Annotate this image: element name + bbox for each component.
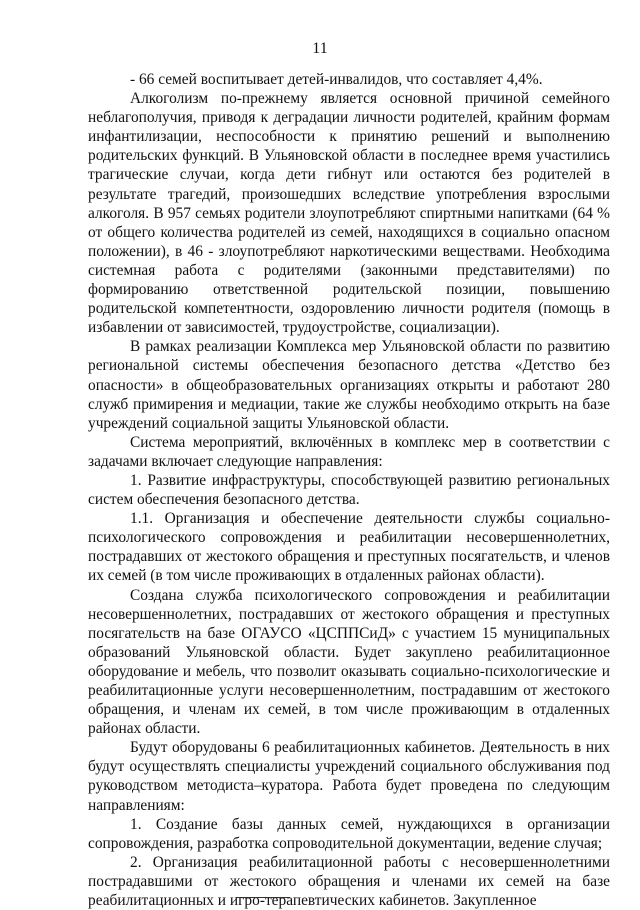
paragraph: Алкоголизм по-прежнему является основной причиной семейного неблагополучия, приводя к деградации личности родителей, крайним формам инфантилизации, неспособности к принятию решений и выполнению родительских функций. В Ульяновской области в последнее время участились трагические случаи, когда дети гибнут или остаются без родителей в результате трагедий, произошедших вследствие употребления взрослыми алкоголя. В 957 семьях родители злоупотребляют спиртными напитками (64 % от общего количества родителей из семей, находящихся в социально опасном положении), в 46 - злоупотребляют наркотическими веществами. Необходима системная работа с родителями (законными представителями) по формированию ответственной родительской позиции, повышению родительской компетентности, оздоровлению личности родителя (помощь в избавлении от зависимостей, трудоустройстве, социализации). xyxy=(88,90,610,337)
paragraph: 1.1. Организация и обеспечение деятельности службы социально-психологического сопровождения и реабилитации несовершеннолетних, пострадавших от жестокого обращения и преступных посягательств, и членов их семей (в том числе проживающих в отдаленных районах области). xyxy=(88,510,610,585)
paragraph: 1. Создание базы данных семей, нуждающихся в организации сопровождения, разработка сопроводительной документации, ведение случая; xyxy=(88,815,610,852)
paragraph: Создана служба психологического сопровождения и реабилитации несовершеннолетних, пострадавших от жестокого обращения и преступных посягательств на базе ОГАУСО «ЦСППСиД» с участием 15 муниципальных образований Ульяновской области. Будет закуплено реабилитационное оборудование и мебель, что позволит оказывать социально-психологические и реабилитационные услуги несовершеннолетним, пострадавшим от жестокого обращения, и членам их семей, в том числе проживающим в отдаленных районах области. xyxy=(88,586,610,738)
paragraph: Система мероприятий, включённых в комплекс мер в соответствии с задачами включает следующие направления: xyxy=(88,433,610,470)
paragraph: 2. Организация реабилитационной работы с несовершеннолетними пострадавшими от жестокого обращения и членами их семей на базе реабилитационных и игро-терапевтических кабинетов. Закупленное xyxy=(88,853,610,910)
paragraph: В рамках реализации Комплекса мер Ульяновской области по развитию региональной системы обеспечения безопасного детства «Детство без опасности» в общеобразовательных организациях открыты и работают 280 служб примирения и медиации, такие же службы необходимо открыть на базе учреждений социальной защиты Ульяновской области. xyxy=(88,338,610,432)
body-text xyxy=(88,70,610,910)
page-number: 11 xyxy=(312,40,328,57)
footer-divider xyxy=(236,897,290,898)
paragraph: - 66 семей воспитывает детей-инвалидов, что составляет 4,4%. xyxy=(130,71,543,88)
paragraph: Будут оборудованы 6 реабилитационных кабинетов. Деятельность в них будут осуществлять специалисты учреждений социального обслуживания под руководством методиста–куратора. Работа будет проведена по следующим направлениям: xyxy=(88,739,610,814)
paragraph: 1. Развитие инфраструктуры, способствующей развитию региональных систем обеспечения безопасного детства. xyxy=(88,471,610,509)
